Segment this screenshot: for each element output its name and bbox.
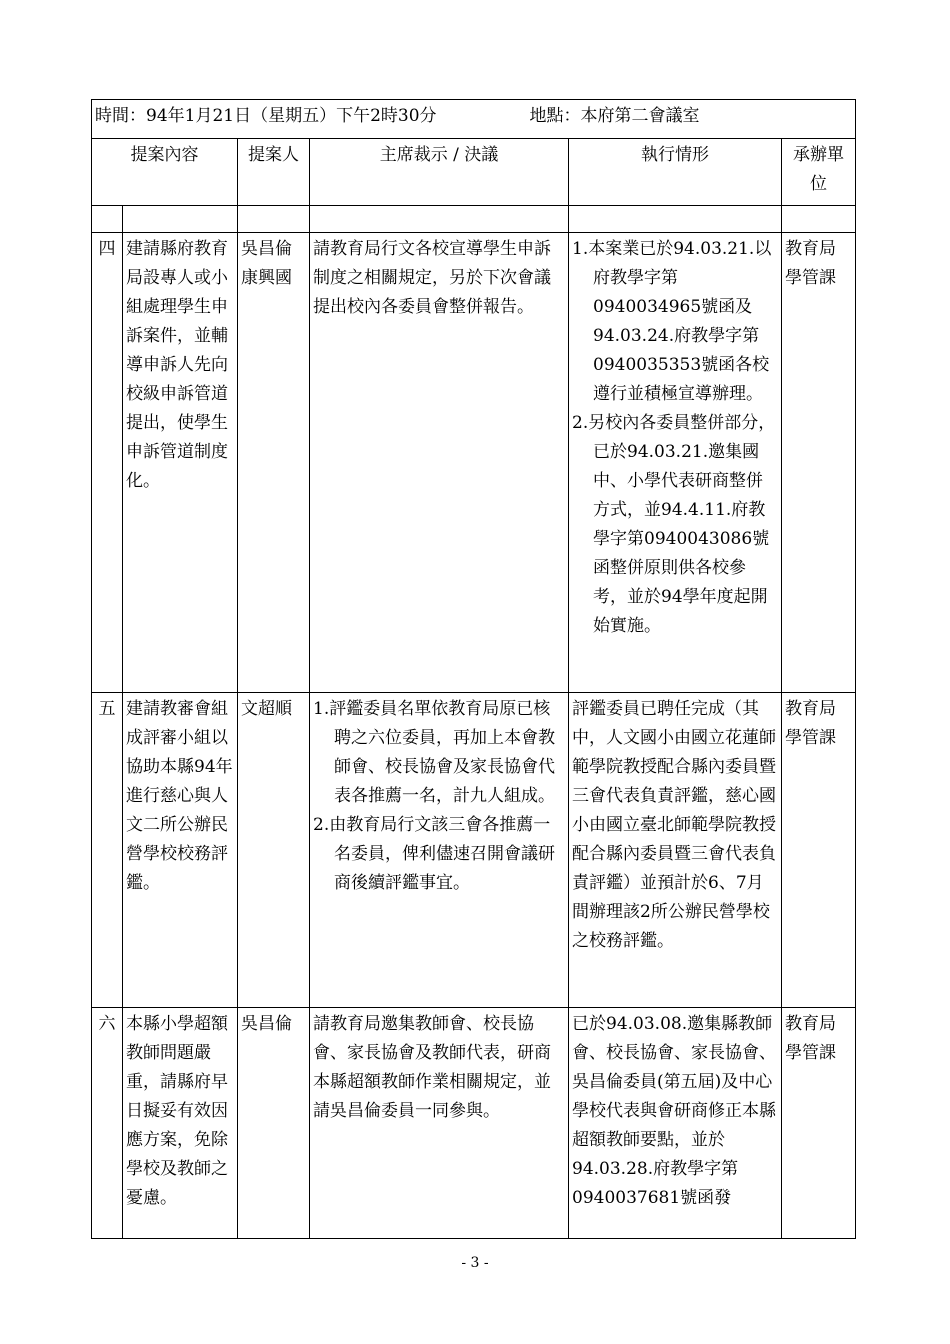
unit-cell: 教育局學管課 <box>782 1008 856 1239</box>
meeting-time: 時間：94年1月21日（星期五）下午2時30分 <box>95 106 437 126</box>
col-proposer-header: 提案人 <box>238 139 310 206</box>
meeting-info-cell <box>92 100 856 139</box>
resolution-item: 2.由教育局行文該三會各推薦一名委員，俾利儘速召開會議研商後續評鑑事宜。 <box>313 815 555 893</box>
status-item: 2.另校內各委員整併部分，已於94.03.21.邀集國中、小學代表研商整併方式，並94.4.11.府教學字第0940043086號函整併原則供各校參考，並於94學年度起開始實施。 <box>572 413 776 636</box>
table-row <box>92 233 856 693</box>
resolution-cell: 請教育局邀集教師會、校長協會、家長協會及教師代表，研商本縣超額教師作業相關規定，並請吳昌倫委員一同參與。 <box>310 1008 569 1239</box>
col-proposal-header: 提案內容 <box>92 139 238 206</box>
col-status-header: 執行情形 <box>569 139 782 206</box>
proposal-cell: 建請教審會組成評審小組以協助本縣94年進行慈心與人文二所公辦民營學校校務評鑑。 <box>123 693 238 1008</box>
meeting-place: 地點：本府第二會議室 <box>529 106 700 126</box>
col-resolution-header: 主席裁示 / 決議 <box>310 139 569 206</box>
col-unit-header: 承辦單位 <box>782 139 856 206</box>
page-number: - 3 - <box>461 1255 489 1271</box>
status-item: 1.本案業已於94.03.21.以府教學字第0940034965號函及94.03.24.府教學字第0940035353號函各校遵行並積極宣導辦理。 <box>572 239 772 404</box>
status-cell: 評鑑委員已聘任完成（其中，人文國小由國立花蓮師範學院教授配合縣內委員暨三會代表負責評鑑，慈心國小由國立臺北師範學院教授配合縣內委員暨三會代表負責評鑑）並預計於6、7月間辦理該2所公辦民營學校之校務評鑑。 <box>569 693 782 1008</box>
unit-cell: 教育局學管課 <box>782 693 856 1008</box>
meeting-minutes-table <box>91 99 856 1239</box>
row-number: 四 <box>92 233 123 693</box>
table-row <box>92 1008 856 1239</box>
proposal-cell: 本縣小學超額教師問題嚴重，請縣府早日擬妥有效因應方案，免除學校及教師之憂慮。 <box>123 1008 238 1239</box>
status-cell: 已於94.03.08.邀集縣教師會、校長協會、家長協會、吳昌倫委員(第五屆)及中心學校代表與會研商修正本縣超額教師要點，並於94.03.28.府教學字第0940037681號函發 <box>569 1008 782 1239</box>
resolution-item: 1.評鑑委員名單依教育局原已核聘之六位委員，再加上本會教師會、校長協會及家長協會代表各推薦一名，計九人組成。 <box>313 699 555 806</box>
meeting-info-row <box>92 100 856 139</box>
table-row <box>92 693 856 1008</box>
column-header-row <box>92 139 856 206</box>
status-cell <box>569 233 782 693</box>
row-number: 六 <box>92 1008 123 1239</box>
proposer-cell: 吳昌倫康興國 <box>238 233 310 693</box>
proposal-cell: 建請縣府教育局設專人或小組處理學生申訴案件，並輔導申訴人先向校級申訴管道提出，使學生申訴管道制度化。 <box>123 233 238 693</box>
row-number: 五 <box>92 693 123 1008</box>
unit-cell: 教育局學管課 <box>782 233 856 693</box>
resolution-cell: 請教育局行文各校宣導學生申訴制度之相關規定，另於下次會議提出校內各委員會整併報告。 <box>310 233 569 693</box>
proposer-cell: 文超順 <box>238 693 310 1008</box>
proposer-cell: 吳昌倫 <box>238 1008 310 1239</box>
resolution-cell <box>310 693 569 1008</box>
spacer-row <box>92 206 856 233</box>
